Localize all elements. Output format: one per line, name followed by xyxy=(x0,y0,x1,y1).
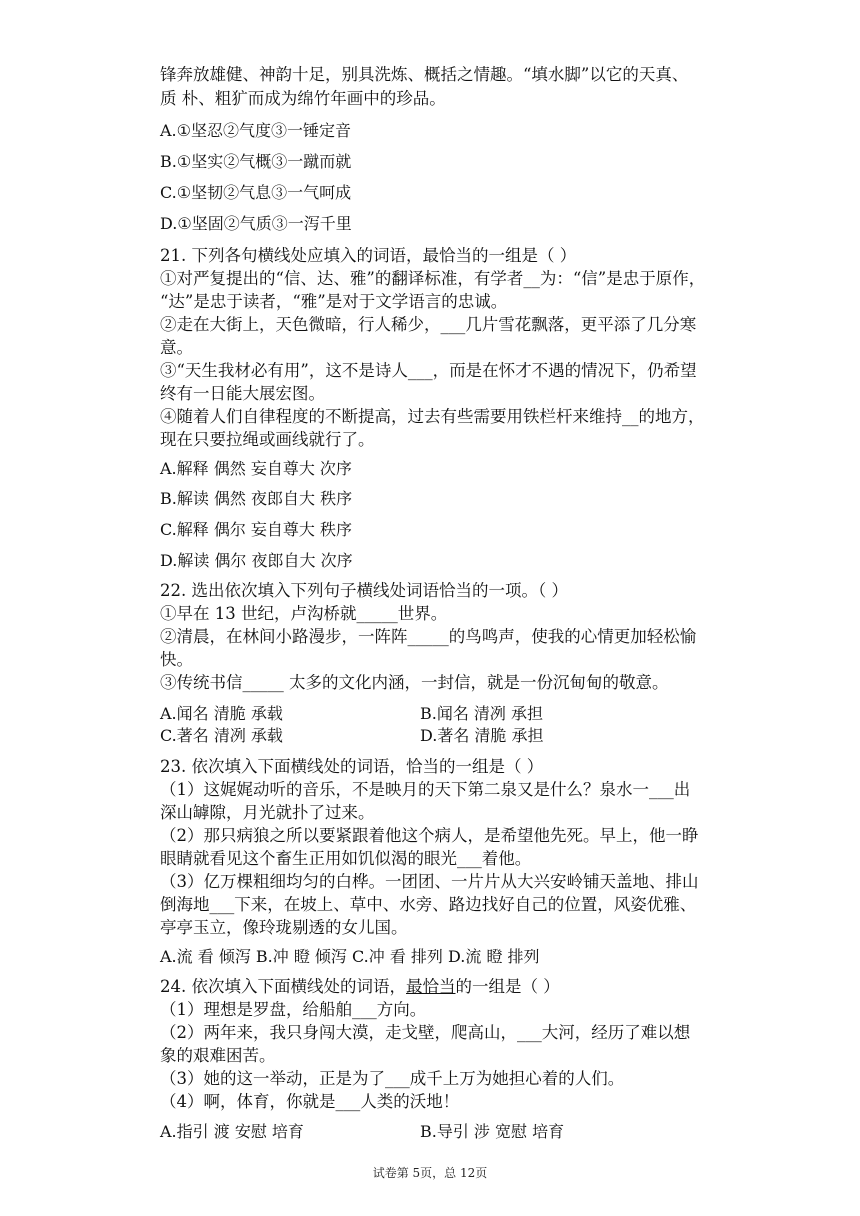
q21-option-c: C.解释 偶尔 妄自尊大 秩序 xyxy=(160,520,353,539)
q20-option-b: B.①坚实②气概③一蹴而就 xyxy=(160,152,352,171)
q21-line: ①对严复提出的“信、达、雅”的翻译标准，有学者__为：“信”是忠于原作， xyxy=(160,269,706,288)
q23-line: （3）亿万棵粗细均匀的白桦。一团团、一片片从大兴安岭铺天盖地、排山 xyxy=(160,872,699,891)
q21-line: 现在只要拉绳或画线就行了。 xyxy=(160,430,375,449)
q24-option-b: B.导引 涉 宽慰 培育 xyxy=(420,1122,565,1141)
q23-line: （1）这娓娓动听的音乐，不是映月的天下第二泉又是什么？泉水一___出 xyxy=(160,780,691,799)
q24-line: （3）她的这一举动，正是为了___成千上万为她担心着的人们。 xyxy=(160,1069,625,1088)
q20-option-a: A.①坚忍②气度③一锤定音 xyxy=(160,121,351,140)
q23-line: 亭亭玉立，像玲珑剔透的女儿国。 xyxy=(160,918,408,937)
q23-line: （2）那只病狼之所以要紧跟着他这个病人，是希望他先死。早上，他一睁 xyxy=(160,826,699,845)
q22-line: ③传统书信_____ 太多的文化内涵，一封信，就是一份沉甸甸的敬意。 xyxy=(160,673,669,692)
q21-option-d: D.解读 偶尔 夜郎自大 次序 xyxy=(160,551,353,570)
q23-line: 眼睛就看见这个畜生正用如饥似渴的眼光___着他。 xyxy=(160,849,532,868)
q21-line: ③“天生我材必有用”，这不是诗人___，而是在怀才不遇的情况下，仍希望 xyxy=(160,361,697,380)
q21-line: “达”是忠于读者，“雅”是对于文学语言的忠诚。 xyxy=(160,292,508,311)
q21-line: 终有一日能大展宏图。 xyxy=(160,384,325,403)
q24-option-a: A.指引 渡 安慰 培育 xyxy=(160,1122,304,1141)
q24-stem xyxy=(160,976,560,998)
q22-option-c: C.著名 清冽 承载 xyxy=(160,726,283,745)
intro-line-1: 锋奔放雄健、神韵十足，别具洗炼、概括之情趣。“填水脚”以它的天真、 xyxy=(160,65,689,84)
q21-line: 意。 xyxy=(160,338,193,357)
q21-option-a: A.解释 偶然 妄自尊大 次序 xyxy=(160,459,352,478)
q24-stem-text-end: 的一组是（ ） xyxy=(455,977,560,996)
q24-line: （4）啊，体育，你就是___人类的沃地！ xyxy=(160,1092,460,1111)
q24-stem-underlined: 最恰当 xyxy=(406,977,456,996)
q24-stem-text: 24. 依次填入下面横线处的词语， xyxy=(160,977,406,996)
intro-line-2: 质 朴、粗犷而成为绵竹年画中的珍品。 xyxy=(160,89,446,108)
q22-options-row-2 xyxy=(160,725,740,747)
q22-option-d: D.著名 清脆 承担 xyxy=(420,726,544,745)
q20-option-c: C.①坚韧②气息③一气呵成 xyxy=(160,183,352,202)
q22-option-a: A.闻名 清脆 承载 xyxy=(160,704,283,723)
q21-line: ④随着人们自律程度的不断提高，过去有些需要用铁栏杆来维持__的地方， xyxy=(160,407,705,426)
q21-line: ②走在大街上，天色微暗，行人稀少，___几片雪花飘落，更平添了几分寒 xyxy=(160,315,697,334)
q22-line: ②清晨，在林间小路漫步，一阵阵_____的鸟鸣声，使我的心情更加轻松愉 xyxy=(160,627,697,646)
q21-stem: 21. 下列各句横线处应填入的词语，最恰当的一组是（ ） xyxy=(160,246,577,265)
q21-option-b: B.解读 偶然 夜郎自大 秩序 xyxy=(160,489,353,508)
q20-option-d: D.①坚固②气质③一泻千里 xyxy=(160,214,352,233)
q22-stem: 22. 选出依次填入下列句子横线处词语恰当的一项。（ ） xyxy=(160,581,568,600)
q23-options: A.流 看 倾泻 B.冲 瞪 倾泻 C.冲 看 排列 D.流 瞪 排列 xyxy=(160,947,540,966)
page-footer: 试卷第 5页，总 12页 xyxy=(372,1166,488,1180)
q22-line: ①早在 13 世纪，卢沟桥就_____世界。 xyxy=(160,604,448,623)
q23-stem: 23. 依次填入下面横线处的词语，恰当的一组是（ ） xyxy=(160,757,544,776)
q24-options-row xyxy=(160,1121,740,1143)
q22-options-row-1 xyxy=(160,703,740,725)
q22-line: 快。 xyxy=(160,650,193,669)
q22-option-b: B.闻名 清冽 承担 xyxy=(420,704,544,723)
q24-line: （2）两年来，我只身闯大漠，走戈壁，爬高山，___大河，经历了难以想 xyxy=(160,1023,691,1042)
q23-line: 倒海地___下来，在坡上、草中、水旁、路边找好自己的位置，风姿优雅、 xyxy=(160,895,697,914)
q23-line: 深山罅隙，月光就扑了过来。 xyxy=(160,803,375,822)
q24-line: （1）理想是罗盘，给船舶___方向。 xyxy=(160,1000,427,1019)
q24-line: 象的艰难困苦。 xyxy=(160,1046,276,1065)
